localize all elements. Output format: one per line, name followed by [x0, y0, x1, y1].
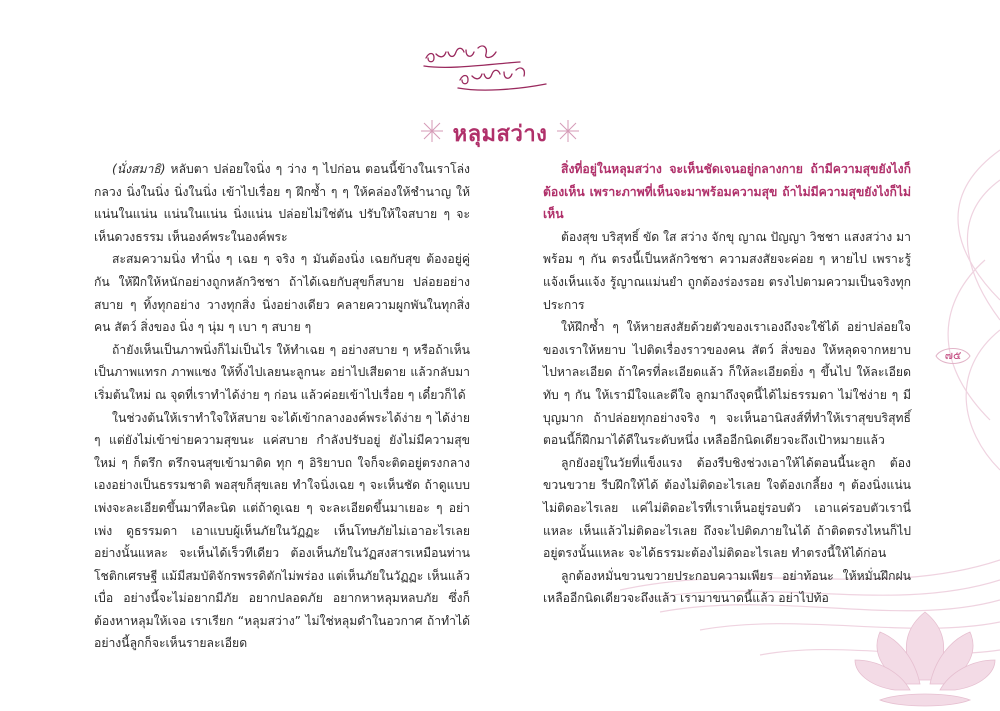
paragraph: [94, 158, 470, 248]
sparkle-icon: [555, 118, 581, 144]
right-column: [543, 158, 911, 610]
paragraph: ให้ฝึกซ้ำ ๆ ให้หายสงสัยด้วยตัวของเราเองถึงจะใช้ได้ อย่าปล่อยใจของเราให้หยาบ ไปติดเรื่องราวของคน สัตว์ สิ่งของ ให้หลุดจากหยาบไปหาละเอียด ถ้าใครที่ละเอียดแล้ว ก็ให้ละเอียดยิ่ง ๆ ขึ้นไป ให้ละเอียดทับ ๆ กัน ให้เรามีใจและดีใจ ลูกมาถึงจุดนี้ได้ไม่ธรรมดา ไม่ใช่ง่าย ๆ มีบุญมาก ถ้าปล่อยทุกอย่างจริง ๆ จะเห็นอานิสงส์ที่ทำให้เราสุขบริสุทธิ์ ตอนนี้ก็ฝึกมาได้ดีในระดับหนึ่ง เหลืออีกนิดเดียวจะถึงเป้าหมายแล้ว: [543, 320, 911, 448]
italic-text: (นั่งสมาธิ): [112, 162, 166, 176]
page-number: ๗๕: [944, 349, 962, 362]
paragraph: ลูกยังอยู่ในวัยที่แข็งแรง ต้องรีบชิงช่วงเอาให้ได้ตอนนี้นะลูก ต้องขวนขวาย รีบฝึกให้ได้ ต้องไม่ติดอะไรเลย ใจต้องเกลี้ยง ๆ ต้องนิ่งแน่น ไม่ติดอะไรเลย แค่ไม่ติดอะไรที่เราเห็นอยู่รอบตัว เอาแค่รอบตัวเรานี่แหละ เห็นแล้วไม่ติดอะไรเลย ถึงจะไปติดภายในได้ ถ้าติดตรงไหนก็ไปอยู่ตรงนั้นแหละ จะได้ธรรมะต้องไม่ติดอะไรเลย ทำตรงนี้ให้ได้ก่อน: [543, 455, 911, 561]
page-title: [419, 116, 582, 151]
paragraph: ลูกต้องหมั่นขวนขวายประกอบความเพียร อย่าท้อนะ ให้หมั่นฝึกฝน เหลืออีกนิดเดียวจะถึงแล้ว เรามาขนาดนี้แล้ว อย่าไปท้อ: [543, 568, 911, 606]
lotus-icon: [855, 612, 995, 706]
left-column: [94, 158, 470, 655]
paragraph: ถ้ายังเห็นเป็นภาพนิ่งก็ไม่เป็นไร ให้ทำเฉย ๆ อย่างสบาย ๆ หรือถ้าเห็นเป็นภาพแทรก ภาพแซง ให้ทิ้งไปเลยนะลูกนะ อย่าไปเสียดาย แล้วกลับมาเริ่มต้นใหม่ ณ จุดที่เราทำได้ง่าย ๆ ก่อน แล้วค่อยเข้าไปเรื่อย ๆ เดี๋ยวก็ได้: [94, 342, 470, 402]
paragraph: สะสมความนิ่ง ทำนิ่ง ๆ เฉย ๆ จริง ๆ มันต้องนิ่ง เฉยกับสุข ต้องอยู่คู่กัน ให้ฝึกให้หนักอย่างถูกหลักวิชชา ถ้าได้เฉยกับสุขก็สบาย ปล่อยอย่างสบาย ๆ ทิ้งทุกอย่าง วางทุกสิ่ง นิ่งอย่างเดียว คลายความผูกพันในทุกสิ่ง คน สัตว์ สิ่งของ นิ่ง ๆ นุ่ม ๆ เบา ๆ สบาย ๆ: [94, 252, 470, 335]
calligraphy-logo-icon: [420, 40, 550, 100]
page-title-text: หลุมสว่าง: [452, 122, 548, 147]
title-area: [0, 116, 1000, 151]
paragraph-text: หลับตา ปล่อยใจนิ่ง ๆ ว่าง ๆ ไปก่อน ตอนนี้ข้างในเราโล่งกลวง นิ่งในนิ่ง นิ่งในนิ่ง เข้าไปเรื่อย ๆ ฝึกซ้ำ ๆ ๆ ให้คล่องให้ชำนาญ ให้แน่นในแน่น แน่นในแน่น นิ่งแน่น ปล่อยไม่ใช่ตัน ปรับให้ใจสบาย ๆ จะเห็นดวงธรรม เห็นองค์พระในองค์พระ: [94, 162, 470, 244]
paragraph: ต้องสุข บริสุทธิ์ ขัด ใส สว่าง จักขุ ญาณ ปัญญา วิชชา แสงสว่าง มาพร้อม ๆ กัน ตรงนี้เป็นหลักวิชชา ความสงสัยจะค่อย ๆ หายไป เพราะรู้แจ้งเห็นแจ้ง รู้ญาณแม่นยำ ถูกต้องร่องรอย ตรงไปตามความเป็นจริงทุกประการ: [543, 229, 911, 312]
lead-paragraph: สิ่งที่อยู่ในหลุมสว่าง จะเห็นชัดเจนอยู่กลางกาย ถ้ามีความสุขยังไงก็ต้องเห็น เพราะภาพที่เห็นจะมาพร้อมความสุข ถ้าไม่มีความสุขยังไงก็ไม่เห็น: [543, 162, 911, 222]
sparkle-icon: [419, 118, 445, 144]
paragraph: ในช่วงต้นให้เราทำใจให้สบาย จะได้เข้ากลางองค์พระได้ง่าย ๆ ได้ง่าย ๆ แต่ยังไม่เข้าข่ายความสุขนะ แค่สบาย กำลังปรับอยู่ ยังไม่มีความสุข ใหม่ ๆ ก็ตรึก ตรึกจนสุขเข้ามาติด ทุก ๆ อิริยาบถ ใจก็จะติดอยู่ตรงกลางเองอย่างเป็นธรรมชาติ พอสุขก็สุขเลย ทำใจนิ่งเฉย ๆ จะเห็นชัด ถ้าดูแบบเพ่งจะละเอียดขึ้นมาทีละนิด แต่ถ้าดูเฉย ๆ จะละเอียดขึ้นมาเยอะ ๆ อย่าเพ่ง ดูธรรมดา เอาแบบผู้เห็นภัยในวัฏฏะ เห็นโทษภัยไม่เอาอะไรเลย อย่างนั้นแหละ จะเห็นได้เร็วทีเดียว ต้องเห็นภัยในวัฏสงสารเหมือนท่านโชติกเศรษฐี แม้มีสมบัติจักรพรรดิตักไม่พร่อง แต่เห็นภัยในวัฏฏะ เห็นแล้วเบื่อ อย่างนี้จะไม่อยากมีภัย อยากปลอดภัย อยากหาหลุมหลบภัย ซึ่งก็ต้องหาหลุมให้เจอ เราเรียก “หลุมสว่าง” ไม่ใช่หลุมดำในอวกาศ ถ้าทำได้อย่างนี้ลูกก็จะเห็นรายละเอียด: [94, 410, 470, 651]
